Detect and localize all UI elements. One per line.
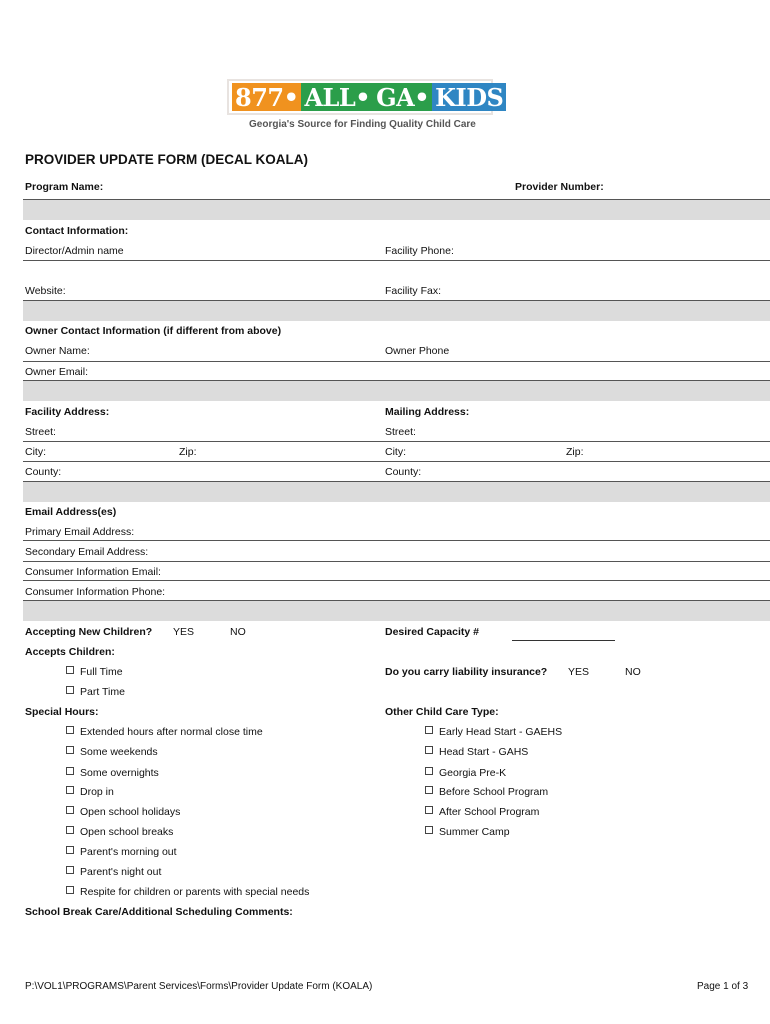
- mailing-zip-field[interactable]: Zip:: [566, 446, 584, 458]
- divider: [23, 461, 770, 462]
- emails-heading: Email Address(es): [25, 506, 117, 518]
- page-number: Page 1 of 3: [697, 981, 749, 992]
- director-field[interactable]: Director/Admin name: [25, 245, 124, 257]
- other-care-checkbox[interactable]: [425, 826, 510, 838]
- checkbox-icon: [425, 826, 433, 834]
- consumer-phone-field[interactable]: Consumer Information Phone:: [25, 586, 166, 598]
- mailing-city-field[interactable]: City:: [385, 446, 406, 458]
- section-band: [23, 482, 770, 502]
- special-hours-checkbox[interactable]: [66, 826, 173, 838]
- program-name-label: Program Name:: [25, 181, 104, 193]
- owner-name-field[interactable]: Owner Name:: [25, 345, 90, 357]
- special-hours-label: Parent's morning out: [80, 846, 177, 858]
- comments-label: School Break Care/Additional Scheduling Comments:: [25, 906, 293, 918]
- other-care-checkbox[interactable]: [425, 726, 562, 738]
- mailing-county-field[interactable]: County:: [385, 466, 422, 478]
- other-care-label: Summer Camp: [439, 826, 510, 838]
- checkbox-icon: [66, 666, 74, 674]
- special-hours-label: Open school holidays: [80, 806, 181, 818]
- special-hours-checkbox[interactable]: [66, 786, 114, 798]
- checkbox-icon: [425, 767, 433, 775]
- special-hours-label: Open school breaks: [80, 826, 174, 838]
- website-field[interactable]: Website:: [25, 285, 66, 297]
- checkbox-icon: [66, 686, 74, 694]
- special-hours-checkbox[interactable]: [66, 767, 159, 779]
- checkbox-icon: [66, 767, 74, 775]
- liability-no-option[interactable]: NO: [625, 666, 641, 678]
- divider: [23, 561, 770, 562]
- facility-fax-field[interactable]: Facility Fax:: [385, 285, 442, 297]
- special-hours-checkbox[interactable]: [66, 866, 161, 878]
- special-hours-checkbox[interactable]: [66, 726, 263, 738]
- contact-heading: Contact Information:: [25, 225, 129, 237]
- accepting-yes-option[interactable]: YES: [173, 626, 195, 638]
- facility-street-field[interactable]: Street:: [25, 426, 56, 438]
- logo-877: 877•: [232, 83, 301, 111]
- special-hours-checkbox[interactable]: [66, 806, 180, 818]
- part-time-checkbox[interactable]: [66, 686, 125, 698]
- facility-address-heading: Facility Address:: [25, 406, 110, 418]
- logo-ga: GA•: [373, 83, 432, 111]
- owner-heading: Owner Contact Information (if different from above): [25, 325, 282, 337]
- owner-email-field[interactable]: Owner Email:: [25, 366, 89, 378]
- mailing-street-field[interactable]: Street:: [385, 426, 416, 438]
- divider: [23, 540, 770, 541]
- special-hours-label: Extended hours after normal close time: [80, 726, 263, 738]
- checkbox-icon: [66, 826, 74, 834]
- liability-yes-option[interactable]: YES: [568, 666, 590, 678]
- other-care-label: After School Program: [439, 806, 540, 818]
- facility-zip-field[interactable]: Zip:: [179, 446, 197, 458]
- form-title: PROVIDER UPDATE FORM (DECAL KOALA): [25, 152, 308, 167]
- part-time-label: Part Time: [80, 686, 125, 698]
- divider: [23, 361, 770, 362]
- checkbox-icon: [425, 806, 433, 814]
- divider: [23, 580, 770, 581]
- other-care-checkbox[interactable]: [425, 786, 548, 798]
- checkbox-icon: [66, 886, 74, 894]
- other-care-label: Georgia Pre-K: [439, 767, 507, 779]
- special-hours-label: Drop in: [80, 786, 114, 798]
- secondary-email-field[interactable]: Secondary Email Address:: [25, 546, 149, 558]
- checkbox-icon: [425, 786, 433, 794]
- logo: [227, 79, 504, 115]
- owner-phone-field[interactable]: Owner Phone: [385, 345, 450, 357]
- other-care-label: Head Start - GAHS: [439, 746, 529, 758]
- special-hours-label: Some weekends: [80, 746, 158, 758]
- accepts-children-heading: Accepts Children:: [25, 646, 115, 658]
- special-hours-checkbox[interactable]: [66, 746, 158, 758]
- logo-tagline: Georgia's Source for Finding Quality Child Care: [249, 119, 476, 130]
- section-band: [23, 381, 770, 401]
- checkbox-icon: [66, 746, 74, 754]
- divider: [23, 441, 770, 442]
- checkbox-icon: [66, 726, 74, 734]
- logo-kids: KIDS: [432, 83, 506, 111]
- special-hours-checkbox[interactable]: [66, 886, 309, 898]
- checkbox-icon: [425, 726, 433, 734]
- other-care-label: Early Head Start - GAEHS: [439, 726, 563, 738]
- section-band: [23, 200, 770, 220]
- other-care-checkbox[interactable]: [425, 746, 528, 758]
- other-care-checkbox[interactable]: [425, 767, 506, 779]
- checkbox-icon: [425, 746, 433, 754]
- facility-phone-field[interactable]: Facility Phone:: [385, 245, 454, 257]
- desired-capacity-label: Desired Capacity #: [385, 626, 479, 638]
- special-hours-checkbox[interactable]: [66, 846, 177, 858]
- section-band: [23, 301, 770, 321]
- accepting-no-option[interactable]: NO: [230, 626, 246, 638]
- consumer-email-field[interactable]: Consumer Information Email:: [25, 566, 161, 578]
- facility-county-field[interactable]: County:: [25, 466, 62, 478]
- liability-label: Do you carry liability insurance?: [385, 666, 548, 678]
- checkbox-icon: [66, 786, 74, 794]
- divider: [23, 260, 770, 261]
- desired-capacity-input[interactable]: [512, 640, 615, 641]
- checkbox-icon: [66, 866, 74, 874]
- other-care-heading: Other Child Care Type:: [385, 706, 499, 718]
- mailing-address-heading: Mailing Address:: [385, 406, 470, 418]
- facility-city-field[interactable]: City:: [25, 446, 46, 458]
- logo-all: ALL•: [301, 83, 373, 111]
- other-care-checkbox[interactable]: [425, 806, 539, 818]
- special-hours-label: Some overnights: [80, 767, 159, 779]
- special-hours-label: Parent's night out: [80, 866, 162, 878]
- checkbox-icon: [66, 846, 74, 854]
- provider-number-label: Provider Number:: [515, 181, 604, 193]
- special-hours-heading: Special Hours:: [25, 706, 99, 718]
- full-time-label: Full Time: [80, 666, 123, 678]
- checkbox-icon: [66, 806, 74, 814]
- primary-email-field[interactable]: Primary Email Address:: [25, 526, 135, 538]
- special-hours-label: Respite for children or parents with special needs: [80, 886, 310, 898]
- full-time-checkbox[interactable]: [66, 666, 123, 678]
- footer-path: P:\VOL1\PROGRAMS\Parent Services\Forms\Provider Update Form (KOALA): [25, 981, 373, 992]
- accepting-label: Accepting New Children?: [25, 626, 153, 638]
- other-care-label: Before School Program: [439, 786, 549, 798]
- section-band: [23, 601, 770, 621]
